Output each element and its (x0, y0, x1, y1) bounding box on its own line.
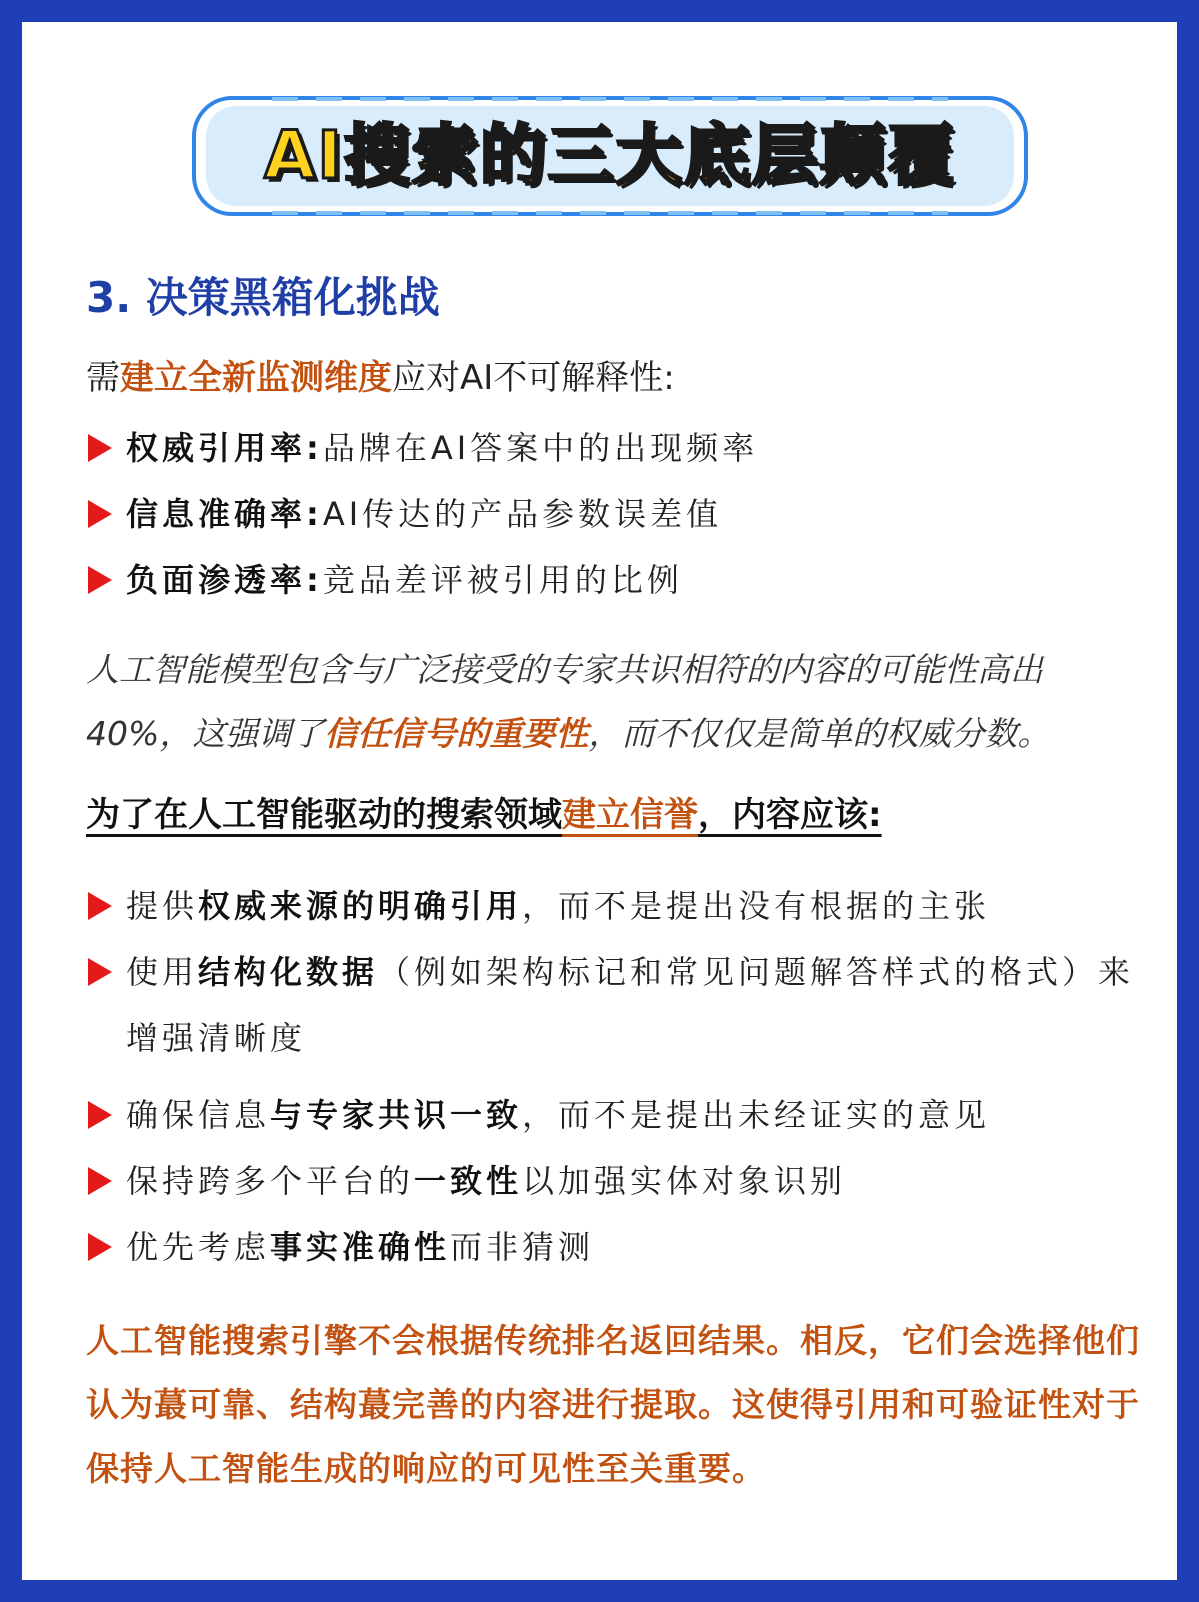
metrics-list (86, 426, 1146, 602)
quote-highlight: 信任信号的重要性 (324, 714, 589, 753)
list-item (86, 1225, 1146, 1269)
main-content (86, 258, 1146, 1501)
triangle-bullet-icon (88, 1101, 112, 1129)
section-heading: 3. 决策黑箱化挑战 (86, 273, 440, 322)
recommendations-list (86, 884, 1146, 1269)
quote-paragraph (86, 638, 1146, 766)
rec-pre: 优先考虑 (126, 1228, 271, 1266)
rec-post: （例如架构标记和常见问题解答样式的格式）来增强清晰度 (126, 953, 1135, 1057)
subhead-post: ，内容应该: (698, 795, 882, 835)
intro-post: 应对AI不可解释性: (392, 358, 675, 398)
triangle-bullet-icon (88, 958, 112, 986)
intro-line (86, 354, 1146, 402)
metric-label: 信息准确率: (126, 495, 323, 533)
list-item (86, 426, 1146, 470)
rec-pre: 确保信息 (126, 1096, 271, 1134)
triangle-bullet-icon (88, 1233, 112, 1261)
triangle-bullet-icon (88, 434, 112, 462)
metric-label: 负面渗透率: (126, 561, 323, 599)
list-item (86, 1159, 1146, 1203)
metric-text: AI传达的产品参数误差值 (322, 495, 723, 533)
list-item (86, 558, 1146, 602)
list-item (86, 492, 1146, 536)
rec-post: ，而不是提出未经证实的意见 (522, 1096, 991, 1134)
banner-dash-top (272, 97, 948, 101)
metric-text: 品牌在AI答案中的出现频率 (322, 429, 759, 467)
rec-bold: 与专家共识一致 (270, 1096, 523, 1134)
rec-post: 以加强实体对象识别 (522, 1162, 847, 1200)
metric-label: 权威引用率: (126, 429, 323, 467)
rec-bold: 权威来源的明确引用 (198, 887, 523, 925)
triangle-bullet-icon (88, 1167, 112, 1195)
sub-heading (86, 790, 1146, 840)
triangle-bullet-icon (88, 566, 112, 594)
quote-post: ，而不仅仅是简单的权威分数。 (588, 714, 1051, 753)
rec-post: ，而不是提出没有根据的主张 (522, 887, 991, 925)
rec-pre: 使用 (126, 953, 199, 991)
banner-dash-bottom (272, 211, 948, 215)
triangle-bullet-icon (88, 500, 112, 528)
intro-pre: 需 (86, 358, 120, 398)
banner-title: AI搜索的三大底层颠覆 (264, 117, 956, 194)
rec-post: 而非猜测 (450, 1228, 595, 1266)
title-banner (192, 96, 1028, 216)
rec-pre: 保持跨多个平台的 (126, 1162, 415, 1200)
rec-bold: 一致性 (414, 1162, 523, 1200)
rec-bold: 事实准确性 (270, 1228, 451, 1266)
content-card (22, 22, 1177, 1580)
quote-pre: 人工智能模型包含与广泛接受的专家共识相符的内容的可能性高出40%，这强调了 (86, 650, 1043, 753)
triangle-bullet-icon (88, 892, 112, 920)
conclusion-paragraph: 人工智能搜索引擎不会根据传统排名返回结果。相反，它们会选择他们认为蕞可靠、结构蕞完善的内容进行提取。这使得引用和可验证性对于保持人工智能生成的响应的可见性至关重要。 (86, 1321, 1140, 1488)
rec-pre: 提供 (126, 887, 199, 925)
intro-highlight: 建立全新监测维度 (120, 358, 392, 398)
list-item (86, 884, 1146, 928)
list-item (86, 1093, 1146, 1137)
subhead-highlight: 建立信誉 (562, 795, 698, 835)
list-item (86, 950, 1146, 1071)
metric-text: 竞品差评被引用的比例 (322, 561, 683, 599)
rec-bold: 结构化数据 (198, 953, 379, 991)
subhead-pre: 为了在人工智能驱动的搜索领域 (86, 795, 562, 835)
